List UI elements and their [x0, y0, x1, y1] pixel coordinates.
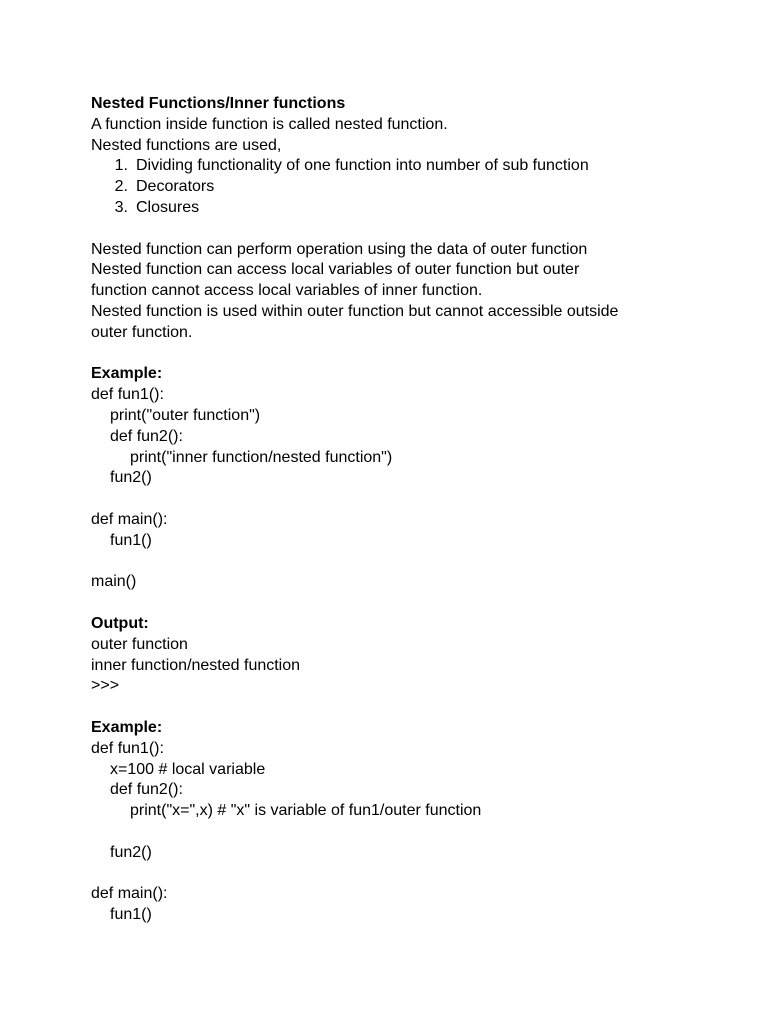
intro-line: A function inside function is called nested function. [91, 115, 448, 133]
spacer [91, 822, 728, 843]
note-line: Nested function can perform operation using the data of outer function [91, 240, 588, 258]
code-line: def fun2(): [110, 781, 183, 799]
example-heading: Example: [91, 718, 163, 736]
spacer [91, 863, 728, 884]
spacer [91, 344, 728, 365]
example-heading: Example: [91, 365, 163, 383]
code-line: fun2() [110, 469, 152, 487]
output-line: >>> [91, 677, 120, 695]
list-item [91, 198, 728, 219]
code-line: fun1() [110, 531, 152, 549]
code-line: fun2() [110, 843, 152, 861]
code-line: def main(): [91, 885, 168, 903]
output-line: outer function [91, 635, 188, 653]
note-line: function cannot access local variables of inner function. [91, 282, 483, 300]
spacer [91, 219, 728, 240]
code-line: fun1() [110, 906, 152, 924]
spacer [91, 593, 728, 614]
uses-list [91, 156, 728, 218]
list-text: Decorators [136, 178, 215, 196]
note-line: Nested function is used within outer function but cannot accessible outside [91, 302, 619, 320]
output-line: inner function/nested function [91, 656, 301, 674]
code-line: main() [91, 573, 137, 591]
code-line: def fun1(): [91, 386, 164, 404]
code-line: def fun2(): [110, 427, 183, 445]
note-line: Nested function can access local variables of outer function but outer [91, 261, 580, 279]
output-heading: Output: [91, 614, 149, 632]
note-line: outer function. [91, 323, 193, 341]
list-number: 1. [114, 157, 128, 175]
list-number: 2. [114, 178, 128, 196]
list-text: Closures [136, 198, 200, 216]
code-line: print("inner function/nested function") [130, 448, 393, 466]
section-title: Nested Functions/Inner functions [91, 95, 346, 112]
code-line: x=100 # local variable [110, 760, 266, 778]
list-item [91, 177, 728, 198]
code-line: print("x=",x) # "x" is variable of fun1/outer function [130, 802, 482, 820]
list-text: Dividing functionality of one function into number of sub function [136, 157, 589, 175]
code-line: print("outer function") [110, 406, 261, 424]
spacer [91, 489, 728, 510]
list-number: 3. [114, 198, 128, 216]
spacer [91, 697, 728, 718]
list-item [91, 156, 728, 177]
code-line: def fun1(): [91, 739, 164, 757]
spacer [91, 552, 728, 573]
intro-line: Nested functions are used, [91, 136, 282, 154]
code-line: def main(): [91, 510, 168, 528]
